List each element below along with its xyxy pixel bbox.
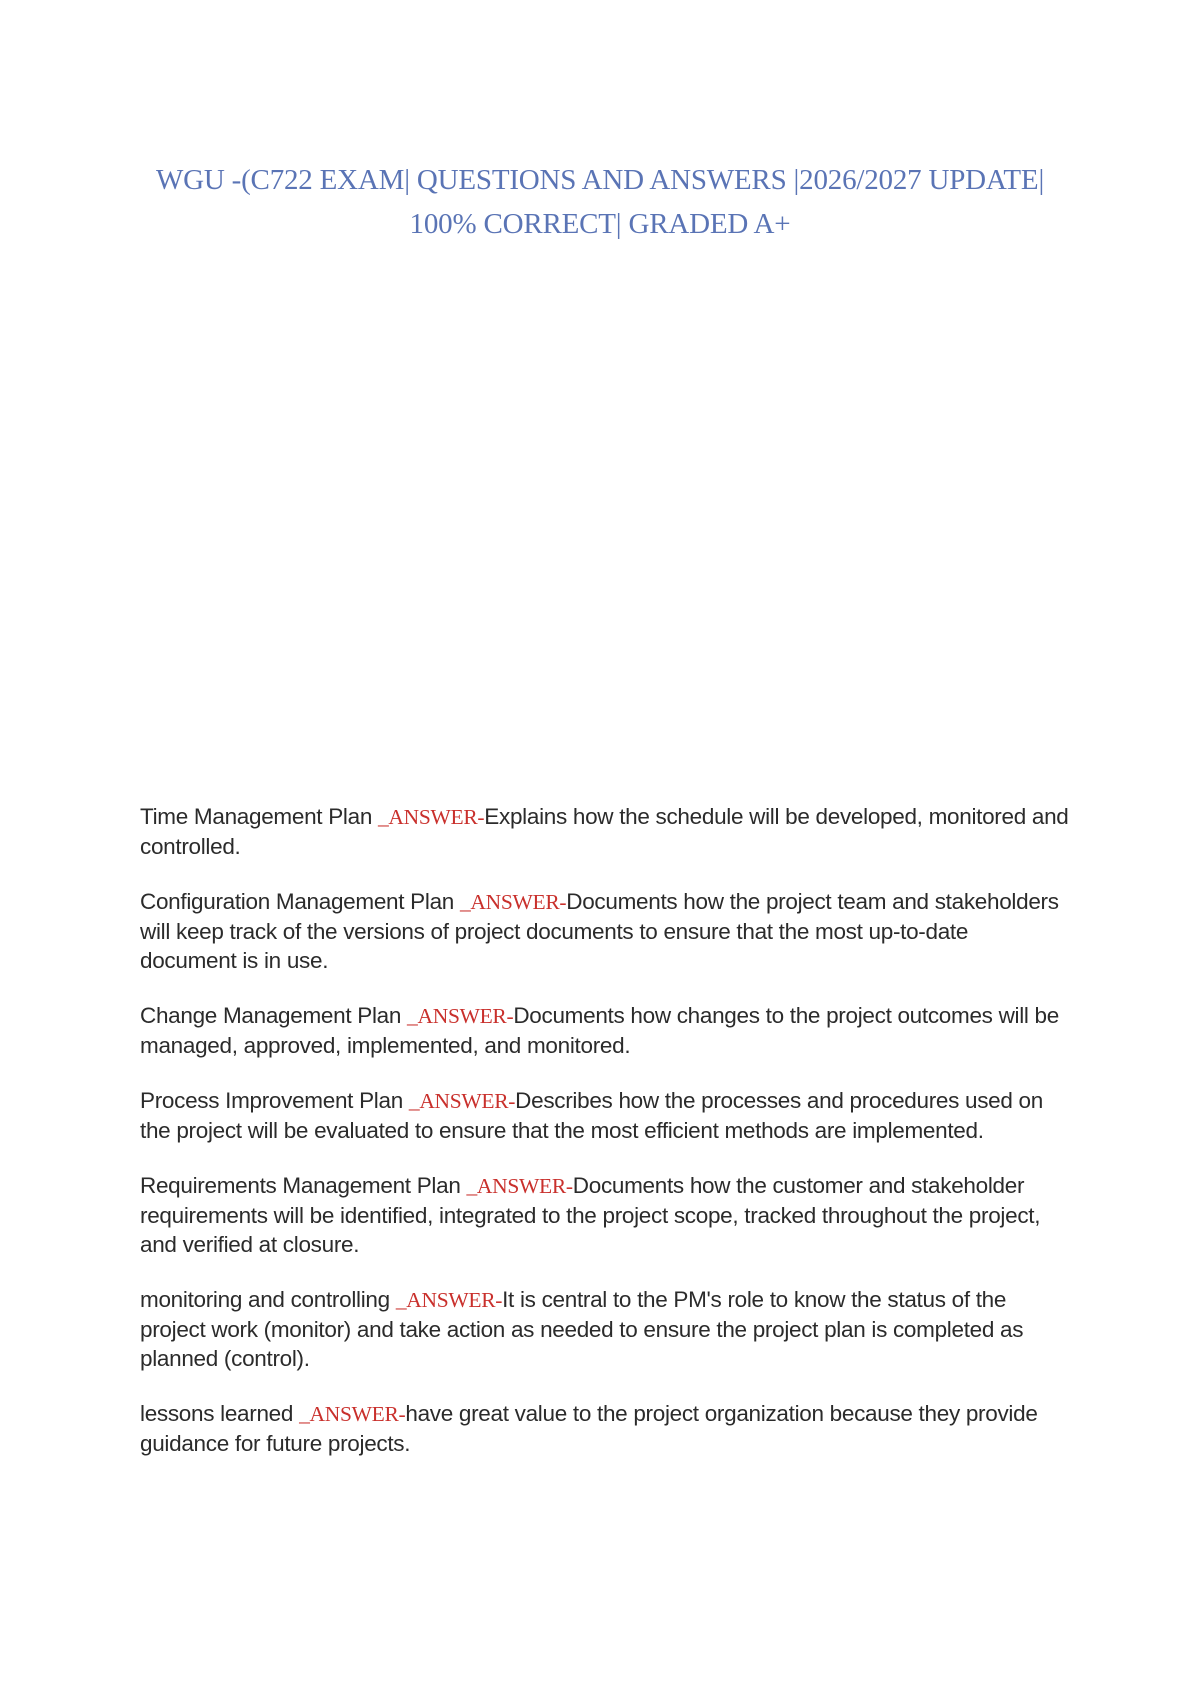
qa-item bbox=[140, 1171, 1070, 1259]
qa-term: monitoring and controlling bbox=[140, 1287, 396, 1312]
qa-term: lessons learned bbox=[140, 1401, 300, 1426]
answer-tag: _ANSWER- bbox=[407, 1004, 514, 1028]
qa-term: Change Management Plan bbox=[140, 1003, 408, 1028]
qa-definition: Documents how the project team and stakeholders will keep track of the versions of project documents to ensure that the most up-to-date document is in use. bbox=[140, 889, 1059, 973]
answer-tag: _ANSWER- bbox=[299, 1402, 406, 1426]
answer-tag: _ANSWER- bbox=[408, 1089, 516, 1113]
title-line-2: 100% CORRECT| GRADED A+ bbox=[409, 208, 791, 240]
qa-item bbox=[140, 1399, 1070, 1458]
document-title bbox=[0, 158, 1200, 246]
qa-item bbox=[140, 887, 1070, 975]
qa-item bbox=[140, 1285, 1070, 1373]
qa-definition: have great value to the project organization because they provide guidance for future projects. bbox=[140, 1401, 1038, 1456]
qa-term: Requirements Management Plan bbox=[140, 1173, 467, 1198]
qa-item bbox=[140, 1001, 1070, 1060]
answer-tag: _ANSWER- bbox=[377, 805, 485, 829]
qa-definition: Explains how the schedule will be developed, monitored and controlled. bbox=[140, 804, 1069, 859]
qa-definition: Documents how changes to the project outcomes will be managed, approved, implemented, and monitored. bbox=[140, 1003, 1059, 1058]
answer-tag: _ANSWER- bbox=[459, 890, 567, 914]
qa-term: Configuration Management Plan bbox=[140, 889, 460, 914]
answer-tag: _ANSWER- bbox=[395, 1288, 503, 1312]
answer-tag: _ANSWER- bbox=[466, 1174, 573, 1198]
qa-item bbox=[140, 1086, 1070, 1145]
qa-list bbox=[140, 802, 1070, 1484]
qa-term: Time Management Plan bbox=[140, 804, 378, 829]
qa-definition: Documents how the customer and stakeholder requirements will be identified, integrated to the project scope, tracked throughout the project, and verified at closure. bbox=[140, 1173, 1041, 1257]
title-line-1: WGU -(C722 EXAM| QUESTIONS AND ANSWERS |2026/2027 UPDATE| bbox=[155, 164, 1045, 196]
qa-item bbox=[140, 802, 1070, 861]
qa-definition: Describes how the processes and procedures used on the project will be evaluated to ensure that the most efficient methods are implemented. bbox=[140, 1088, 1043, 1143]
qa-term: Process Improvement Plan bbox=[140, 1088, 409, 1113]
qa-definition: It is central to the PM's role to know the status of the project work (monitor) and take action as needed to ensure the project plan is completed as planned (control). bbox=[140, 1287, 1024, 1371]
